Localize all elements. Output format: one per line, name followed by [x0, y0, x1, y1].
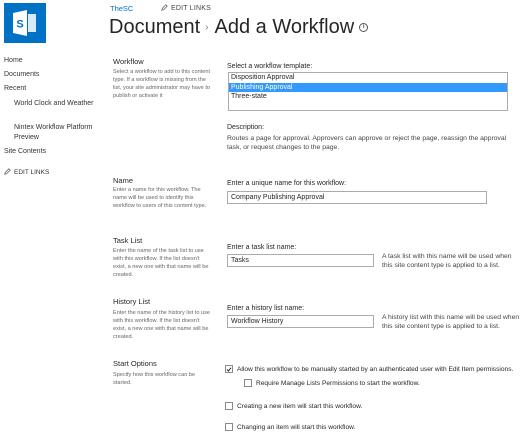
name-section-description: Enter a name for this workflow. The name will be used to identify this workflow to users of this content type.	[113, 187, 207, 209]
on-create-option[interactable]	[225, 402, 362, 410]
name-section-title: Name	[113, 176, 134, 185]
history-list-section-title: History List	[113, 297, 151, 306]
workflow-name-input[interactable]: Company Publishing Approval	[227, 191, 487, 204]
page-title-action: Add a Workflow	[214, 16, 355, 38]
on-change-option[interactable]	[225, 423, 355, 431]
require-manage-label: Require Manage Lists Permissions to start the workflow.	[256, 379, 420, 387]
task-list-note: A task list with this name will be used when this site content type is applied to a list.	[382, 253, 512, 269]
site-name-link[interactable]: TheSC	[110, 4, 134, 13]
nav-edit-links-label: EDIT LINKS	[14, 169, 50, 176]
edit-links-label: EDIT LINKS	[171, 5, 211, 12]
edit-links-top[interactable]	[161, 4, 211, 13]
workflow-section-description: Select a workflow to add to this content type. If a workflow is missing from the list, your site administrator may have to publish or activate it	[113, 69, 211, 99]
start-options-section-description: Specify how this workflow can be started.	[113, 372, 196, 386]
on-create-checkbox[interactable]	[225, 402, 233, 410]
breadcrumb-arrow-icon: ›	[205, 22, 209, 33]
task-list-section-title: Task List	[113, 236, 143, 245]
nav-item-recent[interactable]: Recent	[4, 85, 27, 92]
checkmark-icon	[226, 366, 232, 373]
workflow-description-heading: Description:	[227, 124, 264, 131]
require-manage-checkbox[interactable]	[244, 379, 252, 387]
manual-start-option[interactable]	[225, 365, 513, 373]
pencil-icon	[4, 168, 11, 177]
pencil-icon	[161, 4, 168, 13]
history-list-section-description: Enter the name of the history list to use with this workflow. If the list doesn't exist, a new one with that name will be created.	[113, 310, 211, 340]
history-list-input[interactable]: Workflow History	[227, 315, 374, 328]
nav-item-world-clock[interactable]: World Clock and Weather	[14, 100, 94, 107]
task-list-label: Enter a task list name:	[227, 244, 297, 251]
manual-start-checkbox[interactable]	[225, 365, 233, 373]
workflow-template-option-selected[interactable]: Publishing Approval	[229, 83, 507, 93]
require-manage-option[interactable]	[244, 379, 420, 387]
workflow-template-option[interactable]: Three-state	[231, 93, 267, 100]
workflow-description-text: Routes a page for approval. Approvers can approve or reject the page, reassign the approval task, or request changes to the page.	[227, 135, 507, 151]
nav-item-home[interactable]: Home	[4, 57, 23, 64]
nav-item-nintex[interactable]: Nintex Workflow Platform Preview	[14, 124, 93, 141]
task-list-section-description: Enter the name of the task list to use with this workflow. If the list doesn't exist, a new one with that name will be created.	[113, 248, 209, 278]
info-icon[interactable]: i	[359, 23, 368, 32]
start-options-section-title: Start Options	[113, 359, 157, 368]
workflow-template-option[interactable]: Disposition Approval	[231, 74, 295, 81]
workflow-template-listbox[interactable]	[228, 72, 508, 111]
workflow-section-title: Workflow	[113, 57, 144, 66]
history-list-label: Enter a history list name:	[227, 305, 305, 312]
nav-edit-links[interactable]	[4, 168, 49, 177]
nav-item-site-contents[interactable]: Site Contents	[4, 148, 47, 155]
on-change-label: Changing an item will start this workflow.	[237, 423, 356, 431]
manual-start-label: Allow this workflow to be manually started by an authenticated user with Edit Item permissions.	[237, 365, 514, 373]
on-create-label: Creating a new item will start this workflow.	[237, 402, 363, 410]
workflow-template-label: Select a workflow template:	[227, 63, 313, 70]
workflow-name-label: Enter a unique name for this workflow:	[227, 180, 347, 187]
task-list-input[interactable]: Tasks	[227, 254, 374, 267]
nav-item-documents[interactable]: Documents	[4, 71, 40, 78]
page-title-list[interactable]: Document	[109, 16, 201, 38]
history-list-note: A history list with this name will be used when this site content type is applied to a list.	[382, 314, 520, 330]
on-change-checkbox[interactable]	[225, 423, 233, 431]
sharepoint-logo-icon[interactable]	[4, 3, 46, 43]
svg-text:S: S	[16, 18, 24, 31]
page-title	[109, 16, 368, 39]
